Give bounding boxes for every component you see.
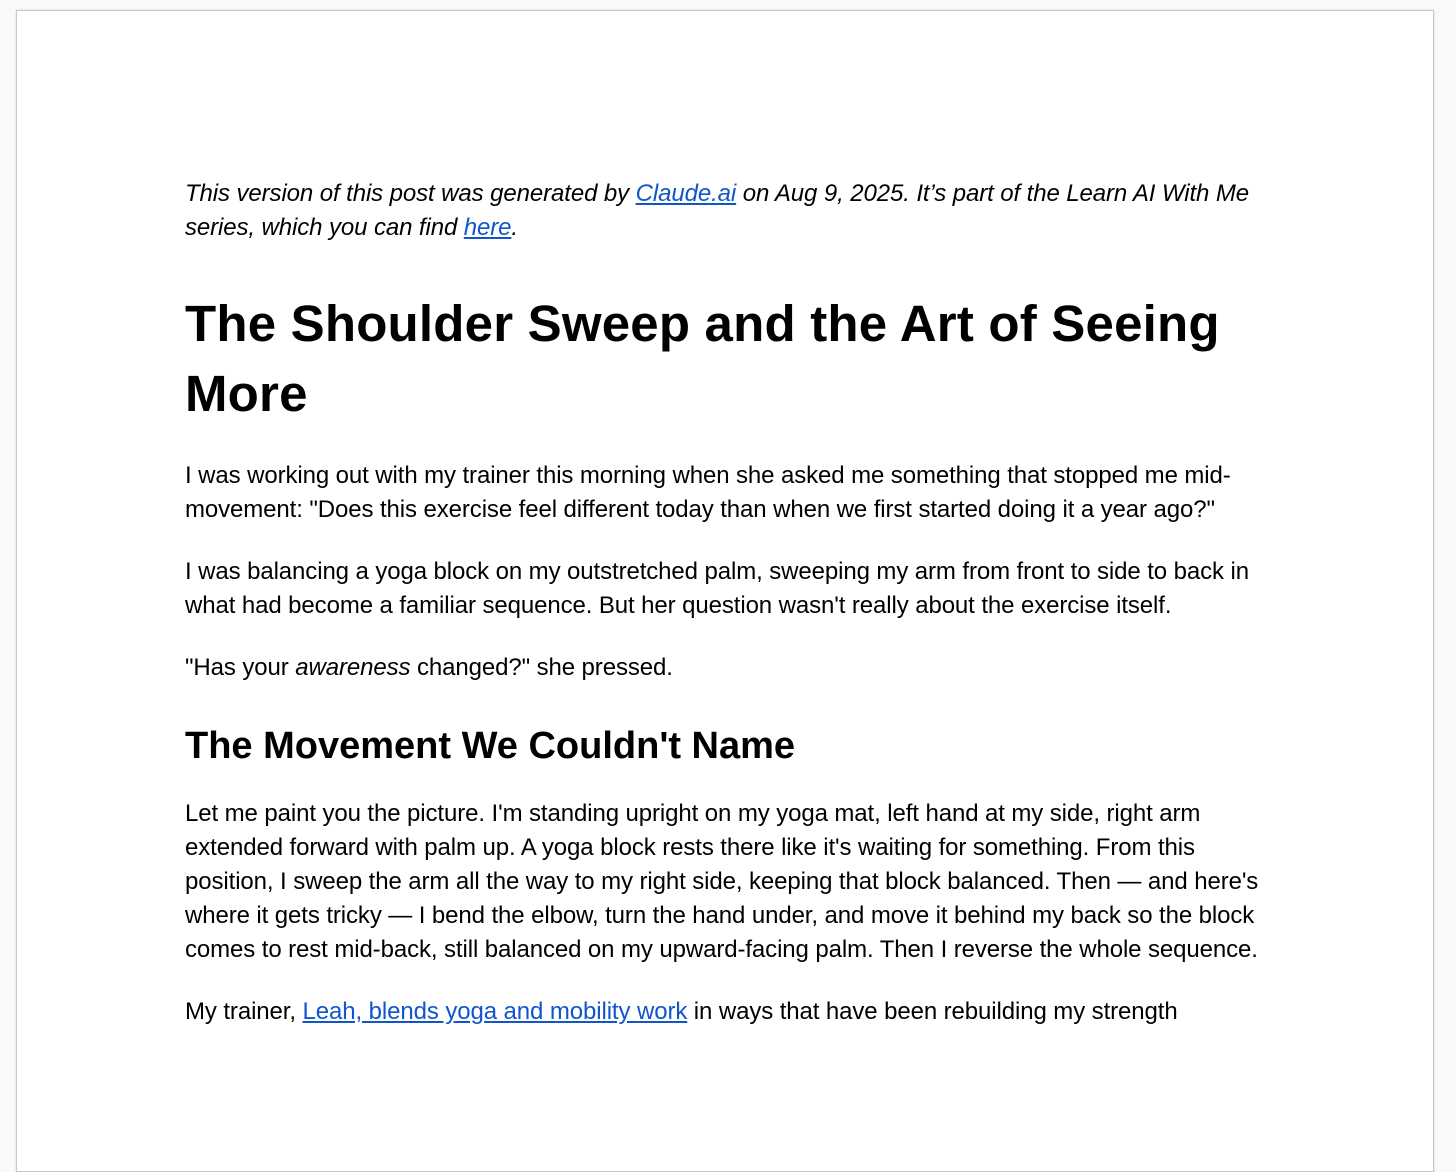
page-title: The Shoulder Sweep and the Art of Seeing More xyxy=(185,295,1220,422)
paragraph: Let me paint you the picture. I'm standing upright on my yoga mat, left hand at my side, right arm extended forward with palm up. A yoga block rests there like it's waiting for something. From this position, I sweep the arm all the way to my right side, keeping that block balanced. Then — and here's where it gets tricky — I bend the elbow, turn the hand under, and move it behind my back so the block comes to rest mid-back, still balanced on my upward-facing palm. Then I reverse the whole sequence. xyxy=(185,800,1259,963)
intro-text: This version of this post was generated by xyxy=(185,180,636,207)
text: in ways that have been rebuilding my strength xyxy=(687,998,1178,1025)
series-link[interactable]: here xyxy=(463,214,512,241)
paragraph xyxy=(185,651,1275,685)
intro-text: on Aug 9, 2025. It’s part of the Learn AI With Me series, which you can find xyxy=(185,180,1249,241)
emphasis: awareness xyxy=(295,654,411,681)
document-page xyxy=(16,10,1434,1172)
paragraph xyxy=(185,995,1275,1029)
paragraph: I was balancing a yoga block on my outstretched palm, sweeping my arm from front to side to back in what had become a familiar sequence. But her question wasn't really about the exercise itself. xyxy=(185,558,1249,619)
text: My trainer, xyxy=(185,998,303,1025)
claude-ai-link[interactable]: Claude.ai xyxy=(635,180,737,207)
section-heading: The Movement We Couldn't Name xyxy=(185,725,796,767)
intro-text: . xyxy=(511,214,518,241)
intro-note xyxy=(185,177,1275,245)
text: "Has your xyxy=(185,654,296,681)
paragraph: I was working out with my trainer this morning when she asked me something that stopped me mid-movement: "Does this exercise feel different today than when we first started doing it a year ago?" xyxy=(185,462,1231,523)
text: changed?" she pressed. xyxy=(410,654,673,681)
document-body xyxy=(185,177,1275,1057)
leah-link[interactable]: Leah, blends yoga and mobility work xyxy=(302,998,688,1025)
